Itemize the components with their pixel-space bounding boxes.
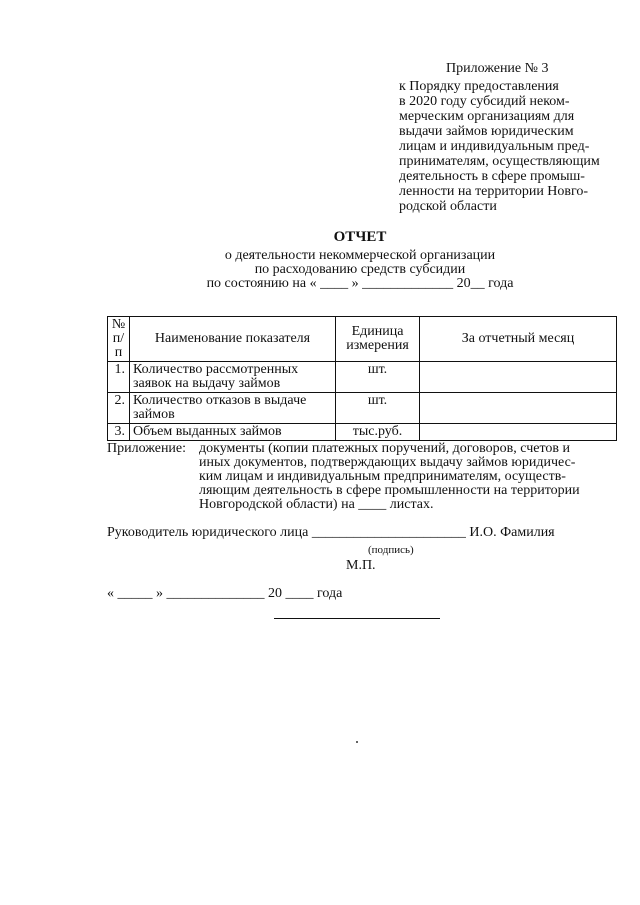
row-indicator: Объем выданных займов xyxy=(130,424,336,441)
appendix-line: мерческим организациям для xyxy=(399,109,575,124)
appendix-reference xyxy=(399,79,614,214)
report-table xyxy=(107,316,617,441)
row-indicator: Количество рассмотренных заявок на выдачу займов xyxy=(130,362,336,393)
appendix-line: к Порядку предоставления xyxy=(399,79,559,94)
document-subtitle xyxy=(0,249,640,291)
row-value xyxy=(420,424,617,441)
table-row xyxy=(108,362,617,393)
header-unit-line: измерения xyxy=(346,338,409,353)
subtitle-date-line: по состоянию на « ____ » _____________ 20__ года xyxy=(206,276,514,291)
header-period: За отчетный месяц xyxy=(420,317,617,362)
appendix-line: в 2020 году субсидий неком- xyxy=(399,94,570,109)
appendix-number: Приложение № 3 xyxy=(446,61,549,76)
document-title: ОТЧЕТ xyxy=(333,229,387,245)
header-unit-line: Единица xyxy=(351,324,404,339)
appendix-line: принимателям, осуществляющим xyxy=(399,154,600,169)
row-unit: тыс.руб. xyxy=(336,424,420,441)
row-value xyxy=(420,362,617,393)
attachment-label: Приложение: xyxy=(107,441,187,456)
divider xyxy=(274,618,440,619)
header-number xyxy=(108,317,130,362)
appendix-line: ленности на территории Новго- xyxy=(399,184,589,199)
table-row xyxy=(108,393,617,424)
table-header-row xyxy=(108,317,617,362)
attachment-line: ким лицам и индивидуальным предпринимателям, осуществ- xyxy=(199,469,566,484)
appendix-line: деятельность в сфере промыш- xyxy=(399,169,585,184)
attachment-line: ляющим деятельность в сфере промышленности на территории xyxy=(199,483,580,498)
header-number-line: п/п xyxy=(112,331,125,360)
appendix-line: родской области xyxy=(399,199,497,214)
row-indicator: Количество отказов в выдаче займов xyxy=(130,393,336,424)
row-unit: шт. xyxy=(336,393,420,424)
appendix-line: лицам и индивидуальным пред- xyxy=(399,139,590,154)
signature-caption: (подпись) xyxy=(368,544,414,556)
subtitle-line: о деятельности некоммерческой организации xyxy=(224,248,496,263)
signature-line: Руководитель юридического лица ______________________ И.О. Фамилия xyxy=(107,525,555,540)
header-unit xyxy=(336,317,420,362)
attachment-text xyxy=(199,442,617,512)
row-value xyxy=(420,393,617,424)
header-indicator: Наименование показателя xyxy=(130,317,336,362)
subtitle-line: по расходованию средств субсидии xyxy=(254,262,466,277)
appendix-line: выдачи займов юридическим xyxy=(399,124,574,139)
table-row xyxy=(108,424,617,441)
seal-placeholder: М.П. xyxy=(346,558,376,573)
header-number-line: № xyxy=(111,317,126,332)
row-number: 3. xyxy=(108,424,130,441)
row-unit: шт. xyxy=(336,362,420,393)
attachment-line: документы (копии платежных поручений, договоров, счетов и xyxy=(199,441,570,456)
row-number: 1. xyxy=(108,362,130,393)
attachment-line: иных документов, подтверждающих выдачу займов юридичес- xyxy=(199,455,576,470)
scan-speck xyxy=(356,741,358,743)
attachment-line: Новгородской области) на ____ листах. xyxy=(199,497,434,512)
date-line: « _____ » ______________ 20 ____ года xyxy=(107,586,343,601)
row-number: 2. xyxy=(108,393,130,424)
